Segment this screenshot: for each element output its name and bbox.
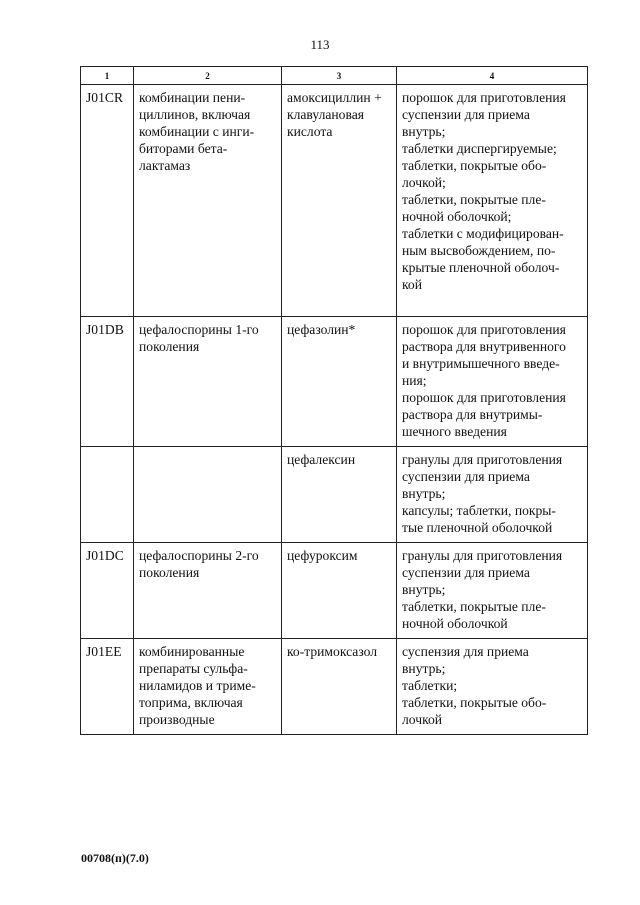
table-row [81,85,588,317]
group-cell: цефалоспорины 2-го поколения [134,543,282,639]
group-cell: комбинации пени- циллинов, включая комбинации с инги- биторами бета- лактамаз [134,85,282,317]
column-header-2: 2 [134,67,282,85]
atc-code-cell: J01DC [81,543,134,639]
atc-code-cell [81,447,134,543]
drug-cell: цефуроксим [282,543,397,639]
column-header-3: 3 [282,67,397,85]
atc-code-cell: J01CR [81,85,134,317]
group-cell: цефалоспорины 1-го поколения [134,317,282,447]
dosage-forms-cell: гранулы для приготовления суспензии для приема внутрь; таблетки, покрытые пле- ночной оболочкой [397,543,588,639]
atc-code-cell: J01DB [81,317,134,447]
dosage-forms-cell: суспензия для приема внутрь; таблетки; таблетки, покрытые обо- лочкой [397,639,588,735]
dosage-forms-cell: порошок для приготовления суспензии для приема внутрь; таблетки диспергируемые; таблетки, покрытые обо- лочкой; таблетки, покрытые пле- ночной оболочкой; таблетки с модифицирован- ным высвобождением, по- крытые пленочной оболоч- кой [397,85,588,317]
drug-table [80,66,588,735]
document-code-footer: 00708(п)(7.0) [81,851,149,865]
drug-cell: амоксициллин + клавулановая кислота [282,85,397,317]
drug-cell: цефазолин* [282,317,397,447]
table-row [81,639,588,735]
table-row [81,447,588,543]
drug-cell: ко-тримоксазол [282,639,397,735]
table-header-row [81,67,588,85]
column-header-1: 1 [81,67,134,85]
table-row [81,317,588,447]
page-number: 113 [310,37,330,52]
column-header-4: 4 [397,67,588,85]
dosage-forms-cell: гранулы для приготовления суспензии для приема внутрь; капсулы; таблетки, покры- тые пленочной оболочкой [397,447,588,543]
group-cell [134,447,282,543]
dosage-forms-cell: порошок для приготовления раствора для внутривенного и внутримышечного введе- ния; порошок для приготовления раствора для внутримы- шечного введения [397,317,588,447]
drug-cell: цефалексин [282,447,397,543]
group-cell: комбинированные препараты сульфа- ниламидов и триме- топрима, включая производные [134,639,282,735]
table-row [81,543,588,639]
atc-code-cell: J01EE [81,639,134,735]
